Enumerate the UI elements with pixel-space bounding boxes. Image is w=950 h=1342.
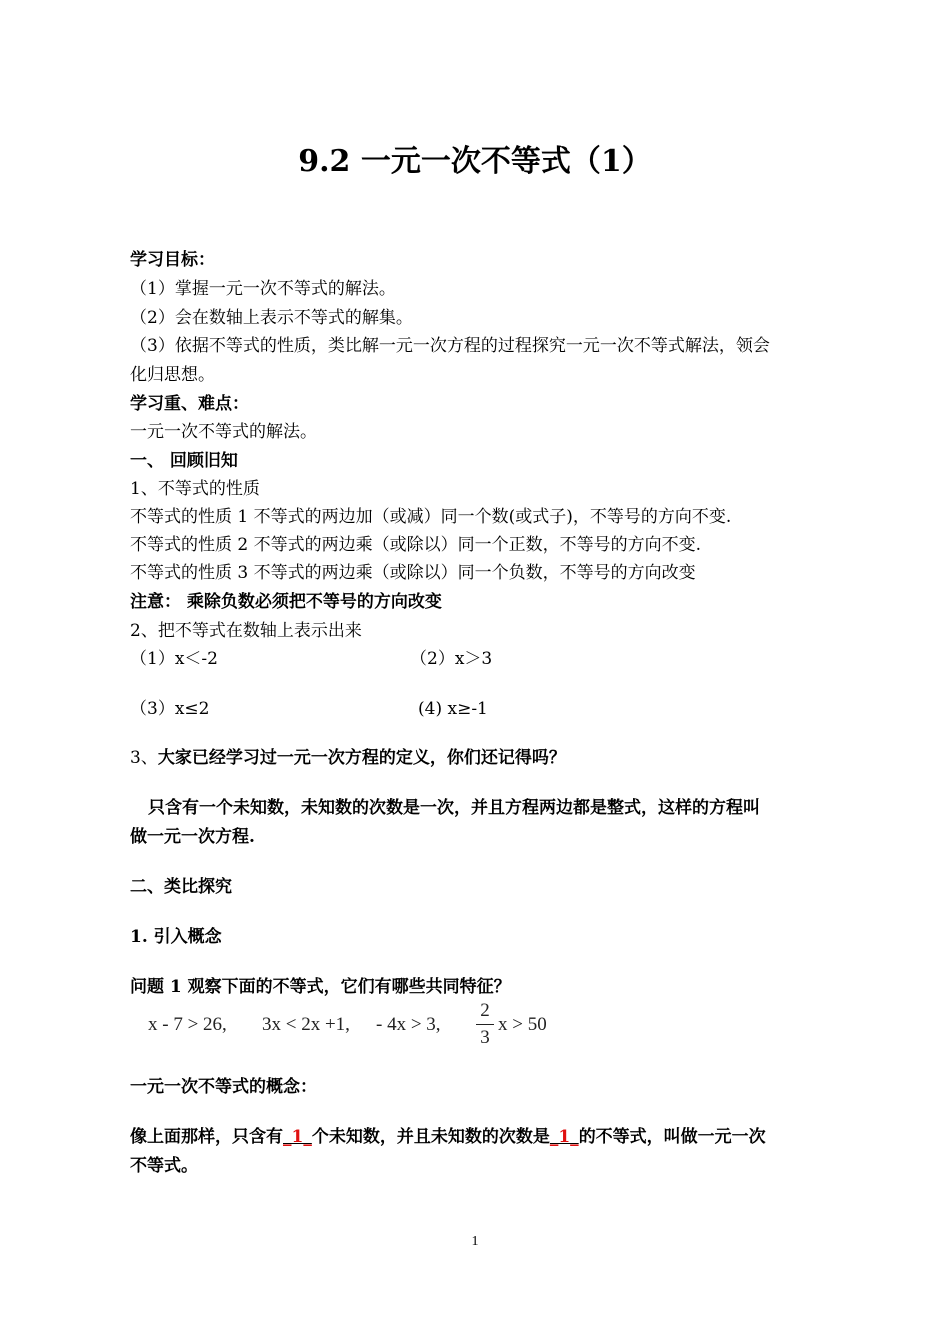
goal-item-1: （1）掌握一元一次不等式的解法。 — [130, 279, 396, 299]
exercise-1: （1）x＜-2 — [130, 649, 218, 669]
answer-line-2: 做一元一次方程. — [130, 827, 255, 847]
keypoints-heading: 学习重、难点： — [130, 394, 249, 414]
inequality-3: - 4x > 3, — [376, 1014, 441, 1035]
definition-line-2: 不等式。 — [130, 1156, 198, 1176]
exercise-3: （3）x≤2 — [130, 699, 210, 719]
inequality-examples — [148, 1000, 568, 1056]
property-1: 不等式的性质 1 不等式的两边加（或减）同一个数(或式子)，不等号的方向不变. — [130, 507, 732, 527]
goals-heading: 学习目标： — [130, 250, 215, 270]
page-number: 1 — [471, 1234, 479, 1249]
page-title: 9.2 一元一次不等式（1） — [298, 144, 652, 179]
fraction-numerator: 2 — [480, 1000, 490, 1021]
blank-answer-2: _1_ — [549, 1127, 579, 1147]
definition-part-3: 的不等式，叫做一元一次 — [578, 1127, 766, 1147]
goal-item-3a: （3）依据不等式的性质，类比解一元一次方程的过程探究一元一次不等式解法，领会 — [130, 336, 770, 356]
definition-line-1 — [130, 1126, 766, 1148]
definition-part-1: 像上面那样，只含有 — [130, 1127, 283, 1147]
answer-line-1: 只含有一个未知数，未知数的次数是一次，并且方程两边都是整式，这样的方程叫 — [148, 798, 760, 818]
concept-heading: 一元一次不等式的概念： — [130, 1077, 317, 1097]
review-sub1: 1、不等式的性质 — [130, 479, 260, 499]
question-1: 问题 1 观察下面的不等式，它们有哪些共同特征？ — [130, 977, 511, 997]
definition-part-2: 个未知数，并且未知数的次数是 — [311, 1127, 550, 1147]
review-sub2: 2、把不等式在数轴上表示出来 — [130, 621, 362, 641]
question-3 — [130, 747, 566, 769]
explore-heading: 二、类比探究 — [130, 877, 232, 897]
property-2: 不等式的性质 2 不等式的两边乘（或除以）同一个正数，不等号的方向不变. — [130, 535, 702, 555]
exercise-2: （2）x＞3 — [410, 649, 493, 669]
explore-sub1: 1. 引入概念 — [130, 927, 222, 947]
fraction-denominator: 3 — [480, 1027, 490, 1048]
keypoints-text: 一元一次不等式的解法。 — [130, 422, 317, 442]
exercise-4: (4) x≥-1 — [418, 699, 488, 719]
property-3: 不等式的性质 3 不等式的两边乘（或除以）同一个负数，不等号的方向改变 — [130, 563, 696, 583]
inequality-2: 3x < 2x +1, — [262, 1014, 350, 1035]
goal-item-2: （2）会在数轴上表示不等式的解集。 — [130, 308, 413, 328]
fraction-bar — [476, 1024, 494, 1025]
fraction-two-thirds — [476, 1000, 494, 1049]
question-3-text: 大家已经学习过一元一次方程的定义，你们还记得吗？ — [157, 748, 566, 768]
question-3-prefix: 3、 — [130, 748, 158, 768]
inequality-4: x > 50 — [498, 1014, 547, 1035]
inequality-1: x - 7 > 26, — [148, 1014, 227, 1035]
blank-answer-1: _1_ — [283, 1127, 312, 1147]
review-heading: 一、 回顾旧知 — [130, 451, 238, 471]
goal-item-3b: 化归思想。 — [130, 365, 215, 385]
note: 注意： 乘除负数必须把不等号的方向改变 — [130, 592, 442, 612]
